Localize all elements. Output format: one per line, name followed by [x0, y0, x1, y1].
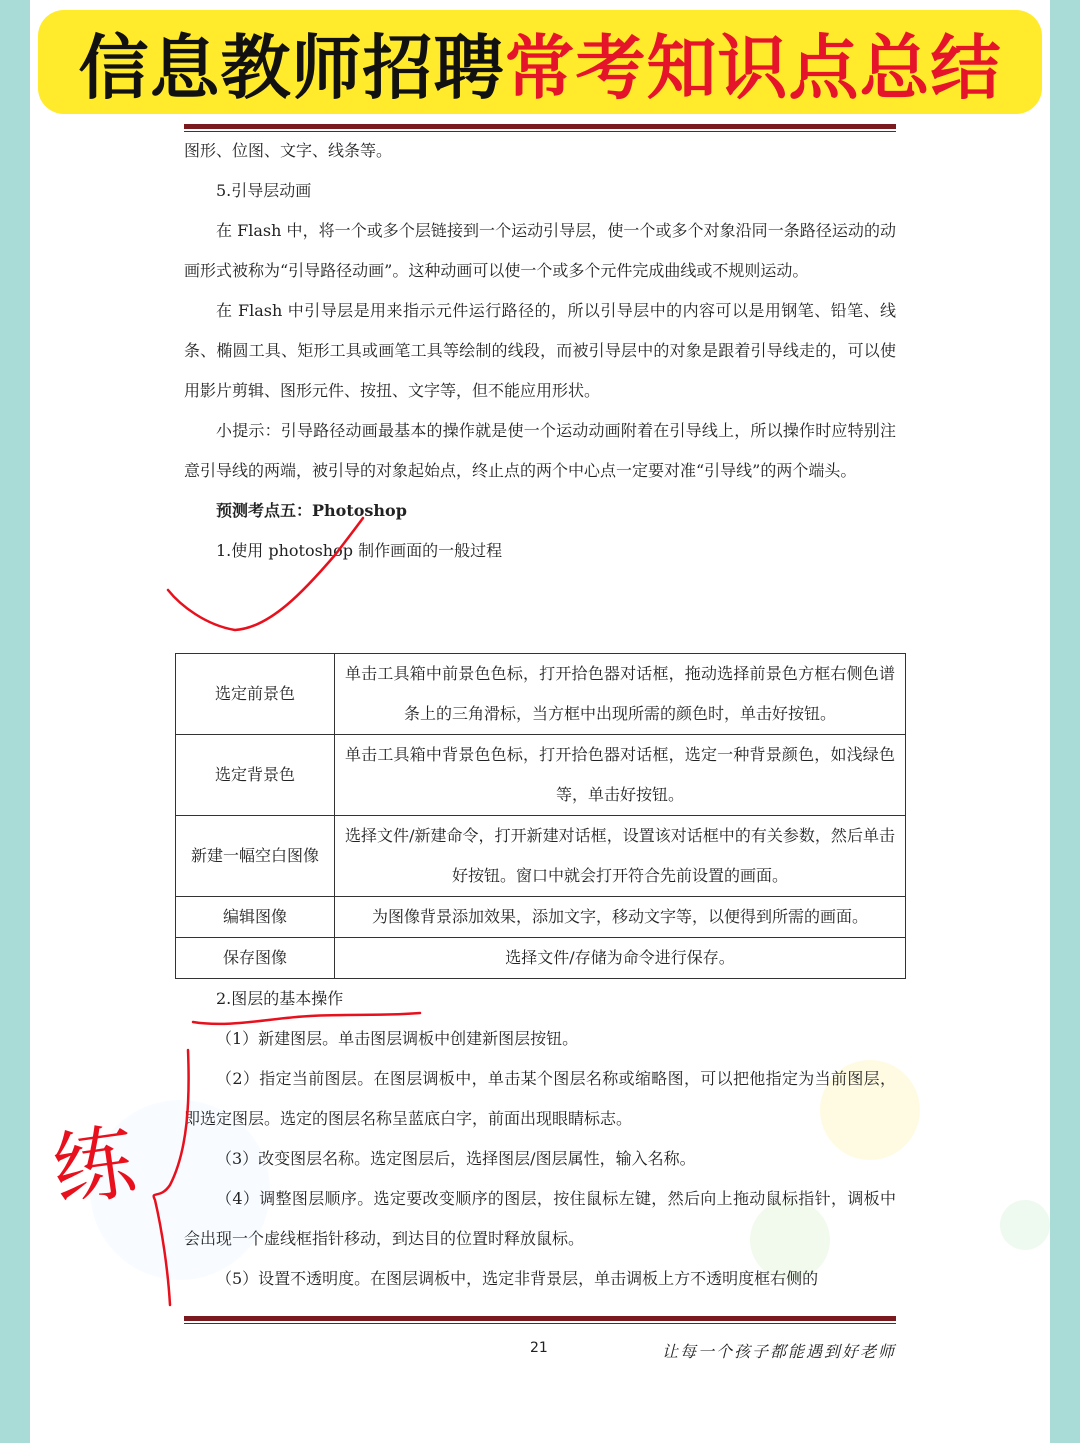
handwritten-annotations [30, 0, 1050, 1443]
subsection-heading-layers: 2.图层的基本操作 [216, 989, 344, 1008]
list-item: （4）调整图层顺序。选定要改变顺序的图层，按住鼠标左键，然后向上拖动鼠标指针，调板中会出现一个虚线框指针移动，到达目的位置时释放鼠标。 [184, 1189, 896, 1248]
step-description: 选择文件/存储为命令进行保存。 [335, 938, 906, 979]
paragraph: 在 Flash 中，将一个或多个层链接到一个运动引导层，使一个或多个对象沿同一条路径运动的动画形式被称为“引导路径动画”。这种动画可以使一个或多个元件完成曲线或不规则运动。 [184, 221, 896, 280]
step-name: 编辑图像 [176, 897, 335, 938]
title-red: 常考知识点总结 [504, 26, 1002, 109]
list-item: （2）指定当前图层。在图层调板中，单击某个图层名称或缩略图，可以把他指定为当前图层，即选定图层。选定的图层名称呈蓝底白字，前面出现眼睛标志。 [184, 1069, 896, 1128]
list-item: （3）改变图层名称。选定图层后，选择图层/图层属性，输入名称。 [216, 1149, 696, 1168]
handwritten-char: 练 [46, 1114, 142, 1220]
step-name: 保存图像 [176, 938, 335, 979]
paragraph: 在 Flash 中引导层是用来指示元件运行路径的，所以引导层中的内容可以是用钢笔、铅笔、线条、椭圆工具、矩形工具或画笔工具等绘制的线段，而被引导层中的对象是跟着引导线走的，可以使用影片剪辑、图形元件、按扭、文字等，但不能应用形状。 [184, 301, 896, 400]
list-item: （5）设置不透明度。在图层调板中，选定非背景层，单击调板上方不透明度框右侧的 [216, 1269, 819, 1288]
tip-paragraph: 小提示：引导路径动画最基本的操作就是使一个运动动画附着在引导线上，所以操作时应特别注意引导线的两端，被引导的对象起始点，终止点的两个中心点一定要对准“引导线”的两个端头。 [184, 421, 896, 480]
underline-stroke [193, 1013, 420, 1024]
list-item: （1）新建图层。单击图层调板中创建新图层按钮。 [216, 1029, 579, 1048]
checkmark-stroke [168, 518, 363, 630]
step-name: 新建一幅空白图像 [176, 816, 335, 897]
paragraph: 图形、位图、文字、线条等。 [184, 141, 393, 160]
page-number: 21 [530, 1340, 548, 1356]
step-description: 单击工具箱中背景色色标，打开拾色器对话框，选定一种背景颜色，如浅绿色等，单击好按钮。 [335, 735, 906, 816]
step-name: 选定前景色 [176, 654, 335, 735]
step-description: 选择文件/新建命令，打开新建对话框，设置该对话框中的有关参数，然后单击好按钮。窗口中就会打开符合先前设置的画面。 [335, 816, 906, 897]
section-heading-photoshop: 预测考点五：Photoshop [216, 501, 407, 520]
footer-slogan: 让每一个孩子都能遇到好老师 [661, 1342, 896, 1361]
title-black: 信息教师招聘 [78, 26, 505, 109]
section-heading-guide-layer: 5.引导层动画 [216, 181, 312, 200]
step-description: 单击工具箱中前景色色标，打开拾色器对话框，拖动选择前景色方框右侧色谱条上的三角滑标，当方框中出现所需的颜色时，单击好按钮。 [335, 654, 906, 735]
step-name: 选定背景色 [176, 735, 335, 816]
subsection-heading-process: 1.使用 photoshop 制作画面的一般过程 [216, 541, 503, 560]
bracket-stroke [154, 1050, 189, 1305]
document-page [30, 0, 1050, 1443]
step-description: 为图像背景添加效果，添加文字，移动文字等，以便得到所需的画面。 [335, 897, 906, 938]
